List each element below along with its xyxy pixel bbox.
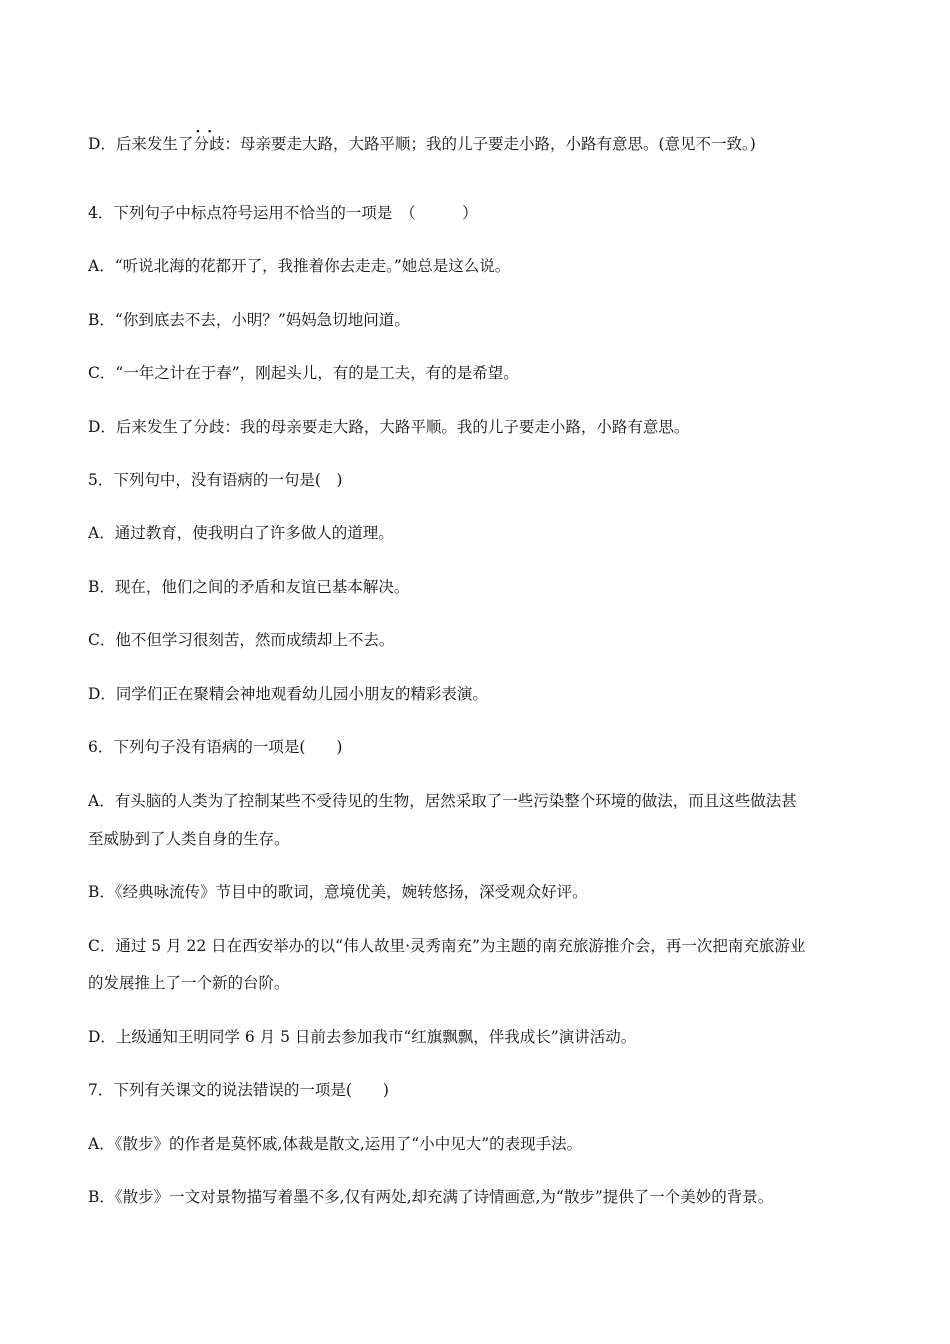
question-4-stem: 4．下列句子中标点符号运用不恰当的一项是 （ ）: [88, 204, 478, 222]
option-text-suffix: ：母亲要走大路，大路平顺；我的儿子要走小路，小路有意思。(意见不一致。): [224, 135, 756, 153]
question-4-option-d: D．后来发生了分歧：我的母亲要走大路，大路平顺。我的儿子要走小路，小路有意思。: [88, 418, 690, 436]
question-6-option-a-line-1: A．有头脑的人类为了控制某些不受待见的生物，居然采取了一些污染整个环境的做法，而且这些做法甚: [88, 792, 797, 810]
question-5-option-c: C．他不但学习很刻苦，然而成绩却上不去。: [88, 631, 395, 649]
emphasis-dotted-text: · · 分歧: [193, 134, 224, 154]
question-5-stem: 5．下列句中，没有语病的一句是( ): [88, 471, 343, 489]
question-5-option-d: D．同学们正在聚精会神地观看幼儿园小朋友的精彩表演。: [88, 685, 488, 703]
question-6-stem: 6．下列句子没有语病的一项是( ): [88, 738, 343, 756]
question-7-stem: 7．下列有关课文的说法错误的一项是( ): [88, 1081, 389, 1099]
question-7-option-b: B．《散步》一文对景物描写着墨不多,仅有两处,却充满了诗情画意,为“散步”提供了一个美妙的背景。: [88, 1188, 774, 1206]
question-7-option-a: A．《散步》的作者是莫怀戚,体裁是散文,运用了“小中见大”的表现手法。: [88, 1135, 583, 1153]
question-6-option-b: B．《经典咏流传》节目中的歌词，意境优美，婉转悠扬，深受观众好评。: [88, 883, 588, 901]
question-5-option-b: B．现在，他们之间的矛盾和友谊已基本解决。: [88, 578, 410, 596]
question-6-option-d: D．上级通知王明同学 6 月 5 日前去参加我市“红旗飘飘，伴我成长”演讲活动。: [88, 1028, 637, 1046]
question-6-option-a-line-2: 至威胁到了人类自身的生存。: [88, 830, 290, 848]
question-6-option-c-line-1: C．通过 5 月 22 日在西安举办的以“伟人故里·灵秀南充”为主题的南充旅游推介会，再一次把南充旅游业: [88, 937, 806, 955]
question-5-option-a: A．通过教育，使我明白了许多做人的道理。: [88, 524, 394, 542]
question-4-option-a: A．“听说北海的花都开了，我推着你去走走。”她总是这么说。: [88, 257, 511, 275]
question-4-option-b: B．“你到底去不去，小明？”妈妈急切地问道。: [88, 311, 410, 329]
question-4-option-c: C．“一年之计在于春”，刚起头儿，有的是工夫，有的是希望。: [88, 364, 519, 382]
question-3-option-d: [88, 134, 878, 154]
question-6-option-c-line-2: 的发展推上了一个新的台阶。: [88, 974, 290, 992]
option-text-prefix: D．后来发生了: [88, 135, 194, 153]
